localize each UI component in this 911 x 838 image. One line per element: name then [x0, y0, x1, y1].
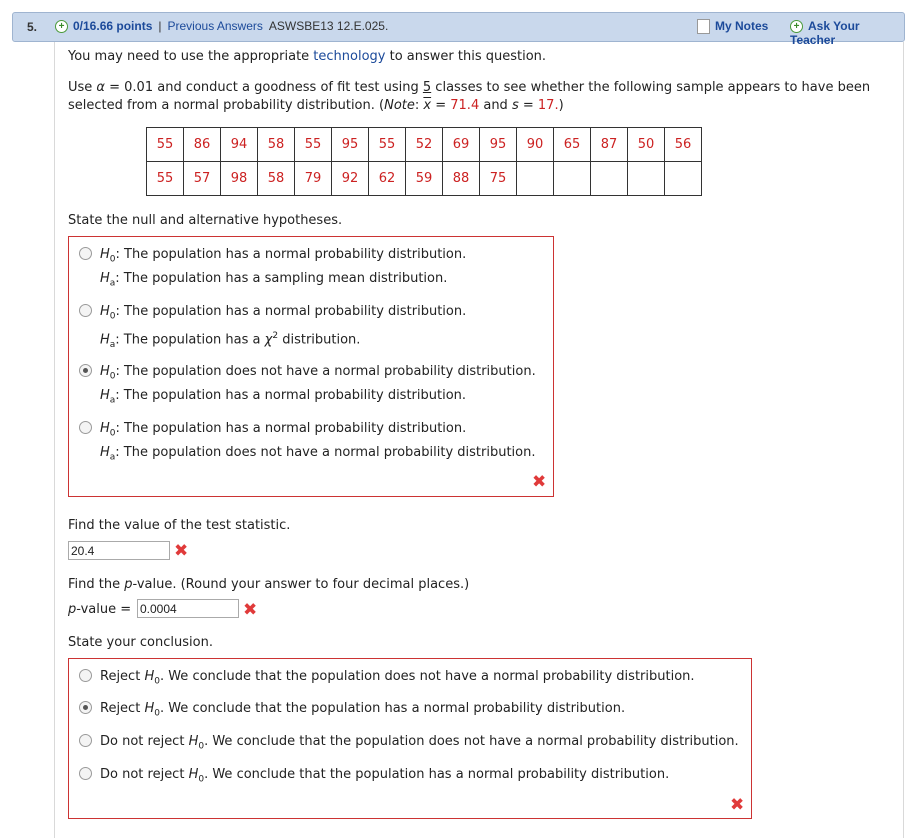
- technology-link[interactable]: technology: [313, 49, 386, 64]
- hypothesis-radio-2[interactable]: [79, 304, 92, 317]
- h0-text: : The population has a normal probability distribution.: [115, 421, 467, 436]
- problem-line-2: [68, 98, 564, 113]
- intro-text: [68, 49, 546, 64]
- test-statistic-prompt: Find the value of the test statistic.: [68, 518, 291, 533]
- my-notes-link[interactable]: [697, 19, 768, 34]
- xbar-value: 71.4: [450, 98, 480, 113]
- p-value-label: [68, 602, 131, 617]
- hypothesis-radio-4[interactable]: [79, 421, 92, 434]
- ask-plus-icon: +: [790, 20, 803, 33]
- incorrect-icon: ✖: [730, 795, 745, 815]
- hypothesis-3-h0: [100, 364, 536, 382]
- pv-pre: Find the: [68, 577, 125, 592]
- ha-text: : The population does not have a normal probability distribution.: [115, 445, 536, 460]
- conclusion-option-3: [100, 734, 739, 752]
- c-pre: Do not reject: [100, 734, 189, 749]
- my-notes-label: My Notes: [715, 19, 769, 33]
- table-cell: 50: [628, 128, 665, 162]
- h-symbol: H: [188, 734, 199, 749]
- table-cell: 87: [591, 128, 628, 162]
- c-post: . We conclude that the population has a normal probability distribution.: [159, 701, 626, 716]
- table-cell: [554, 162, 591, 196]
- table-cell: 90: [517, 128, 554, 162]
- classes-count: 5: [422, 80, 432, 95]
- h-symbol: H: [100, 364, 110, 379]
- h-symbol: H: [100, 388, 110, 403]
- table-cell: 55: [147, 162, 184, 196]
- table-cell: 59: [406, 162, 443, 196]
- h-symbol: H: [100, 332, 110, 348]
- conclusion-option-1: [100, 669, 695, 687]
- h0-text: : The population has a normal probability distribution.: [115, 304, 467, 319]
- previous-answers-link[interactable]: Previous Answers: [167, 19, 263, 33]
- p-symbol: p: [68, 602, 77, 617]
- h-sub: 0: [198, 741, 205, 752]
- hypothesis-4-h0: [100, 421, 466, 439]
- h-sub: 0: [109, 311, 116, 322]
- hypothesis-1-ha: [100, 271, 447, 289]
- problem-line-1: [68, 80, 870, 95]
- h-sub: a: [109, 395, 116, 406]
- h-sub: 0: [154, 676, 160, 687]
- note-icon: [697, 19, 710, 34]
- question-number: 5.: [27, 20, 38, 34]
- table-cell: 56: [665, 128, 702, 162]
- p2-colon: :: [414, 98, 424, 113]
- hypothesis-radio-1[interactable]: [79, 247, 92, 260]
- table-cell: 55: [369, 128, 406, 162]
- p1-post: classes to see whether the following sample appears to have been: [431, 80, 871, 95]
- h-sub: a: [109, 452, 116, 463]
- ha-text: : The population has a sampling mean distribution.: [115, 271, 448, 286]
- s-value: 17.: [537, 98, 559, 113]
- table-cell: [665, 162, 702, 196]
- chi-symbol: χ: [264, 332, 273, 348]
- table-cell: 69: [443, 128, 480, 162]
- c-post: . We conclude that the population does not have a normal probability distribution.: [159, 669, 695, 684]
- p2-eq2: =: [518, 98, 538, 113]
- alpha-symbol: α: [96, 80, 105, 95]
- table-cell: 98: [221, 162, 258, 196]
- c-pre: Reject: [100, 669, 145, 684]
- p1-pre: Use: [68, 80, 97, 95]
- h-sub: 0: [154, 708, 160, 719]
- table-cell: 58: [258, 128, 295, 162]
- table-cell: [517, 162, 554, 196]
- incorrect-icon: ✖: [532, 472, 547, 492]
- p1-eq: = 0.01 and conduct a goodness of fit test using: [105, 80, 423, 95]
- h-symbol: H: [100, 247, 110, 262]
- test-statistic-input[interactable]: 20.4: [68, 541, 170, 560]
- conclusion-radio-4[interactable]: [79, 767, 92, 780]
- hypotheses-prompt: State the null and alternative hypotheses.: [68, 213, 343, 228]
- p-symbol: p: [124, 577, 133, 592]
- table-row: [147, 128, 702, 162]
- conclusion-radio-2[interactable]: [79, 701, 92, 714]
- pv-label-post: -value =: [76, 602, 132, 617]
- table-cell: 79: [295, 162, 332, 196]
- conclusion-option-4: [100, 767, 669, 785]
- conclusion-option-2: [100, 701, 625, 719]
- c-pre: Do not reject: [100, 767, 189, 782]
- h-sub: 0: [109, 428, 116, 439]
- table-cell: 57: [184, 162, 221, 196]
- table-cell: [591, 162, 628, 196]
- table-cell: 86: [184, 128, 221, 162]
- separator: |: [158, 19, 162, 33]
- left-divider: [54, 42, 55, 838]
- table-cell: 58: [258, 162, 295, 196]
- ha-text: : The population has a normal probability distribution.: [115, 388, 467, 403]
- p-value-prompt: [68, 577, 469, 592]
- p2-eq1: =: [431, 98, 451, 113]
- table-cell: 94: [221, 128, 258, 162]
- h-symbol: H: [100, 304, 110, 319]
- xbar-symbol: $\overline{x}$: [423, 98, 432, 113]
- h0-text: : The population has a normal probability distribution.: [115, 247, 467, 262]
- incorrect-icon: ✖: [174, 541, 189, 561]
- table-row: [147, 162, 702, 196]
- table-cell: 75: [480, 162, 517, 196]
- h-symbol: H: [100, 445, 110, 460]
- p2-and: and: [479, 98, 512, 113]
- conclusion-choice-box: [68, 658, 752, 819]
- c-pre: Reject: [100, 701, 145, 716]
- points-group: [55, 19, 388, 33]
- hypothesis-2-ha: [100, 331, 360, 350]
- table-cell: 52: [406, 128, 443, 162]
- h-sub: a: [109, 339, 116, 350]
- intro-pre: You may need to use the appropriate: [68, 49, 314, 64]
- incorrect-icon: ✖: [243, 600, 258, 620]
- ha-text-post: distribution.: [278, 332, 361, 348]
- question-reference: ASWSBE13 12.E.025.: [268, 19, 389, 33]
- sample-table: [146, 127, 702, 196]
- question-header: [12, 12, 905, 48]
- hypotheses-choice-box: [68, 236, 554, 497]
- h-sub: 0: [109, 371, 116, 382]
- hypothesis-radio-3[interactable]: [79, 364, 92, 377]
- h0-text: : The population does not have a normal probability distribution.: [115, 364, 536, 379]
- chi-sup: 2: [272, 331, 279, 341]
- h-sub: 0: [198, 774, 205, 785]
- conclusion-radio-3[interactable]: [79, 734, 92, 747]
- conclusion-prompt: State your conclusion.: [68, 635, 213, 650]
- table-cell: 55: [147, 128, 184, 162]
- p2-pre: selected from a normal probability distribution. (: [68, 98, 385, 113]
- pv-post: -value. (Round your answer to four decimal places.): [132, 577, 470, 592]
- hypothesis-4-ha: [100, 445, 535, 463]
- table-cell: 65: [554, 128, 591, 162]
- table-cell: 92: [332, 162, 369, 196]
- table-cell: 55: [295, 128, 332, 162]
- table-cell: 62: [369, 162, 406, 196]
- h-symbol: H: [144, 669, 155, 684]
- points-label: 0/16.66 points: [73, 19, 153, 33]
- c-post: . We conclude that the population has a normal probability distribution.: [204, 767, 670, 782]
- h-symbol: H: [144, 701, 155, 716]
- table-cell: 95: [480, 128, 517, 162]
- c-post: . We conclude that the population does not have a normal probability distribution.: [204, 734, 739, 749]
- h-symbol: H: [100, 421, 110, 436]
- table-cell: [628, 162, 665, 196]
- table-cell: 95: [332, 128, 369, 162]
- ha-text-pre: : The population has a: [115, 332, 265, 348]
- table-cell: 88: [443, 162, 480, 196]
- ask-teacher-link[interactable]: [790, 19, 904, 47]
- p-value-input[interactable]: 0.0004: [137, 599, 239, 618]
- h-symbol: H: [100, 271, 110, 286]
- s-symbol: s: [511, 98, 519, 113]
- note-label: Note: [384, 98, 415, 113]
- hypothesis-2-h0: [100, 304, 466, 322]
- h-symbol: H: [188, 767, 199, 782]
- hypothesis-3-ha: [100, 388, 466, 406]
- h-sub: a: [109, 278, 116, 289]
- ask-teacher-label: Ask Your Teacher: [790, 19, 860, 48]
- intro-post: to answer this question.: [385, 49, 547, 64]
- expand-plus-icon[interactable]: +: [55, 20, 68, 33]
- p2-close: ): [558, 98, 564, 113]
- h-sub: 0: [109, 254, 116, 265]
- right-divider: [903, 42, 904, 838]
- hypothesis-1-h0: [100, 247, 466, 265]
- conclusion-radio-1[interactable]: [79, 669, 92, 682]
